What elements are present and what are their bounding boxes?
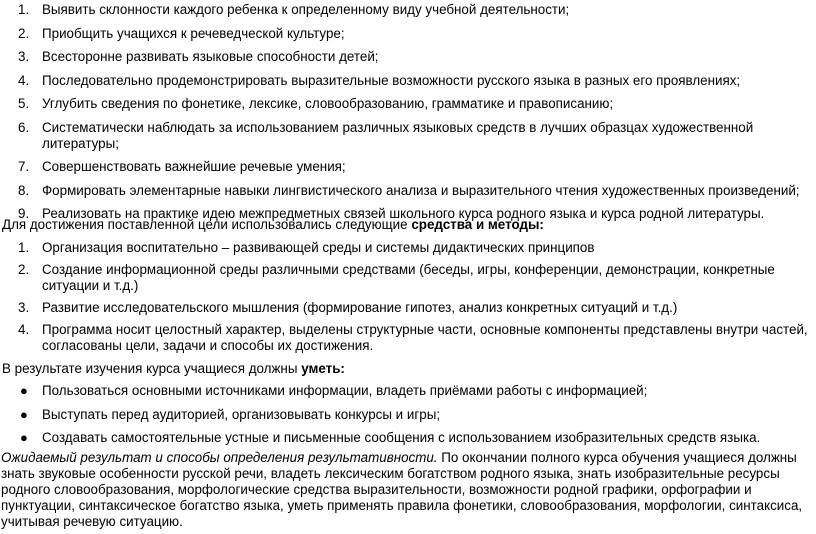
- list-item: [0, 2, 816, 18]
- list-item: [0, 240, 816, 256]
- list-item: [0, 322, 816, 354]
- result-paragraph: [0, 450, 816, 530]
- list-item-text: Реализовать на практике идею межпредметных связей школьного курса родного языка и курса родной литературы.: [42, 206, 765, 221]
- list-item-text: Выявить склонности каждого ребенка к определенному виду учебной деятельности;: [42, 2, 570, 17]
- list-item-text: Организация воспитательно – развивающей среды и системы дидактических принципов: [42, 240, 595, 255]
- list-item: [0, 407, 816, 423]
- list-item-text: Систематически наблюдать за использованием различных языковых средств в лучших образцах художественной литературы;: [42, 119, 754, 151]
- list-item-text: Последовательно продемонстрировать выразительные возможности русского языка в разных его проявлениях;: [42, 72, 741, 88]
- list-item-text: Пользоваться основными источниками информации, владеть приёмами работы с информацией;: [42, 383, 648, 398]
- list-number: 5.: [18, 96, 30, 111]
- means-paragraph: [1, 217, 548, 233]
- result-heading: Ожидаемый результат и способы определения результативности.: [1, 450, 438, 465]
- skills-paragraph: [1, 361, 349, 377]
- list-item: [0, 26, 816, 42]
- list-number: 3.: [18, 300, 30, 315]
- list-number: 8.: [18, 182, 30, 198]
- list-item: [0, 49, 816, 65]
- list-item: [0, 262, 816, 294]
- list-number: 2.: [18, 262, 30, 277]
- list-item-text: Углубить сведения по фонетике, лексике, словообразованию, грамматике и правописанию;: [42, 96, 614, 111]
- list-item: [0, 159, 816, 175]
- means-heading: средства и методы:: [411, 217, 544, 232]
- skills-intro: В результате изучения курса учащиеся должны: [2, 361, 302, 376]
- list-item-text: Выступать перед аудиторией, организовывать конкурсы и игры;: [42, 406, 441, 422]
- list-item-text: Всесторонне развивать языковые способности детей;: [42, 49, 379, 64]
- list-item-text: Формировать элементарные навыки лингвистического анализа и выразительного чтения художественных произведений;: [42, 182, 800, 198]
- list-item-text: Создавать самостоятельные устные и письменные сообщения с использованием изобразительных средств языка.: [42, 430, 761, 445]
- list-number: 1.: [18, 2, 30, 17]
- list-number: 1.: [18, 240, 30, 255]
- bullet-icon: ●: [20, 406, 28, 422]
- list-item: [0, 383, 816, 399]
- list-number: 6.: [18, 119, 30, 135]
- means-list: [0, 240, 816, 360]
- list-item: [0, 430, 816, 446]
- means-intro: Для достижения поставленной цели использовались следующие: [2, 217, 412, 232]
- bullet-icon: ●: [20, 430, 28, 445]
- list-item-text: Совершенствовать важнейшие речевые умения;: [42, 159, 346, 174]
- goals-list: [0, 2, 816, 230]
- list-number: 7.: [18, 159, 30, 174]
- list-item-text: Программа носит целостный характер, выделены структурные части, основные компоненты представлены внутри частей, согласованы цели, задачи и способы их достижения.: [42, 322, 808, 353]
- skills-list: [0, 383, 816, 454]
- list-number: 4.: [18, 72, 30, 88]
- skills-heading: уметь:: [301, 361, 345, 376]
- list-number: 2.: [18, 25, 30, 41]
- list-item: [0, 300, 816, 316]
- list-number: 3.: [18, 49, 30, 64]
- result-text: По окончании полного курса обучения учащиеся должны знать звуковые особенности русской речи, владеть лексическим богатством родного языка, знать изобразительные ресурсы родного словообразования, морфологические средства выразительности, возможности родной графики, орфографии и пунктуации, синтаксическое богатство языка, уметь применять правила фонетики, словообразования, морфологии, синтаксиса, учитывая речевую ситуацию.: [1, 450, 803, 529]
- list-number: 4.: [18, 322, 30, 337]
- list-item: [0, 183, 816, 199]
- list-item-text: Приобщить учащихся к речеведческой культуре;: [42, 25, 345, 41]
- list-item-text: Создание информационной среды различными средствами (беседы, игры, конференции, демонстрации, конкретные ситуации и т.д.): [42, 262, 775, 293]
- list-item: [0, 73, 816, 89]
- list-item-text: Развитие исследовательского мышления (формирование гипотез, анализ конкретных ситуаций и т.д.): [42, 300, 678, 315]
- bullet-icon: ●: [20, 383, 28, 398]
- list-item: [0, 120, 816, 152]
- list-number: 9.: [18, 206, 30, 221]
- list-item: [0, 96, 816, 112]
